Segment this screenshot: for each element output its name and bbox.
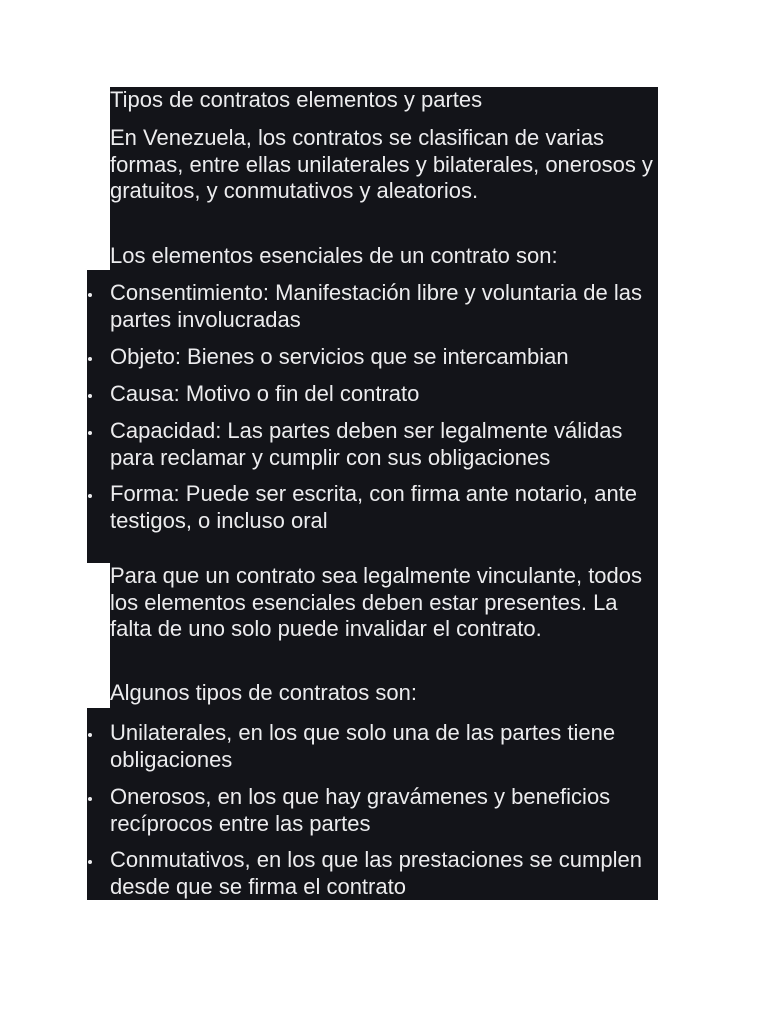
bullet-icon [88,357,92,361]
list-item-text: Objeto: Bienes o servicios que se intercambian [110,344,569,369]
bullet-icon [88,797,92,801]
closing-block [110,563,658,670]
document-title: Tipos de contratos elementos y partes [110,87,483,112]
intro-block [110,117,658,240]
types-heading: Algunos tipos de contratos son: [110,680,417,705]
list-item [87,481,658,534]
list-item-text: Unilaterales, en los que solo una de las partes tiene obligaciones [110,720,616,772]
list-item-text: Onerosos, en los que hay gravámenes y beneficios recíprocos entre las partes [110,784,611,836]
bullet-icon [88,293,92,297]
list-item [87,381,658,408]
types-list-block [87,708,658,900]
bullet-icon [88,860,92,864]
list-item-text: Consentimiento: Manifestación libre y voluntaria de las partes involucradas [110,280,642,332]
list-item [87,280,658,333]
elements-heading-block [110,240,658,272]
list-item-text: Conmutativos, en los que las prestaciones se cumplen desde que se firma el contrato [110,847,642,899]
title-block [110,87,658,117]
elements-list [87,270,658,534]
list-item-text: Capacidad: Las partes deben ser legalmente válidas para reclamar y cumplir con sus obligaciones [110,418,623,470]
list-item-text: Forma: Puede ser escrita, con firma ante notario, ante testigos, o incluso oral [110,481,638,533]
list-item [87,720,658,773]
bullet-icon [88,431,92,435]
bullet-icon [88,394,92,398]
bullet-icon [88,733,92,737]
list-item [87,784,658,837]
closing-paragraph: Para que un contrato sea legalmente vinculante, todos los elementos esenciales deben estar presentes. La falta de uno solo puede invalidar el contrato. [110,563,643,641]
list-item-text: Causa: Motivo o fin del contrato [110,380,420,406]
bullet-icon [88,494,92,498]
types-list [87,708,658,900]
list-item [87,847,658,900]
list-item [87,418,658,471]
types-heading-block [110,670,658,708]
list-item [87,344,658,371]
intro-paragraph: En Venezuela, los contratos se clasifican de varias formas, entre ellas unilaterales y bilaterales, onerosos y gratuitos, y conmutativos y aleatorios. [110,125,653,203]
elements-heading: Los elementos esenciales de un contrato son: [110,243,558,268]
elements-list-block [87,270,658,563]
